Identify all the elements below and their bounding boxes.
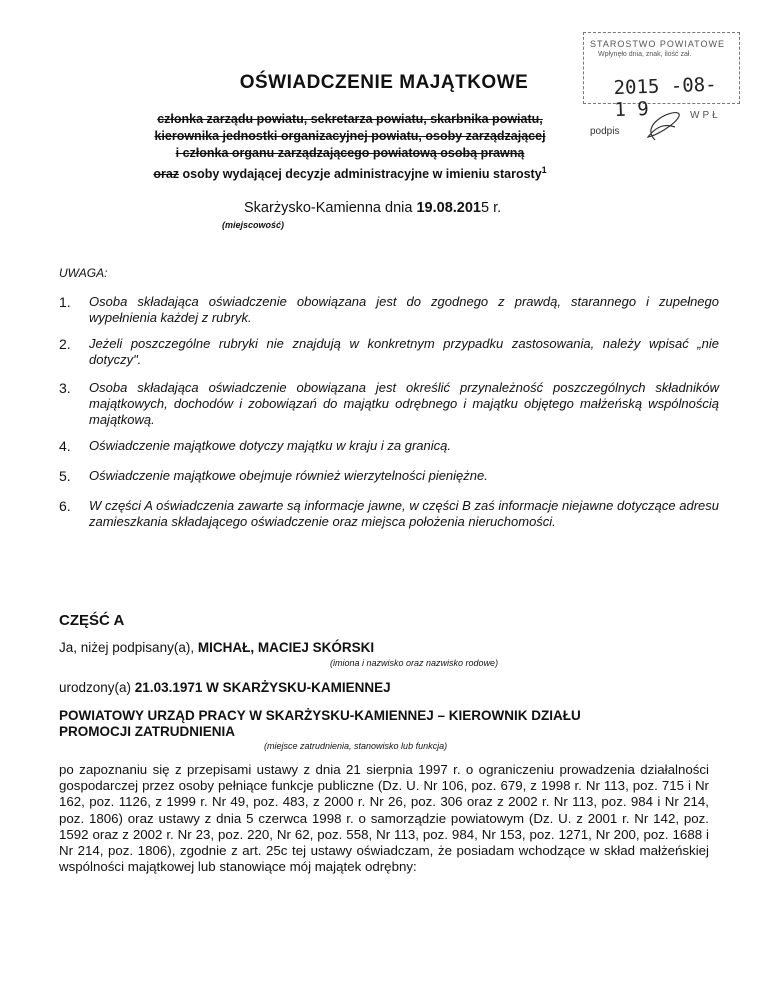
stamp-wp-mark: WPŁ [690, 110, 721, 121]
place-date: 19.08.201 [416, 200, 481, 216]
instruction-text: Jeżeli poszczególne rubryki nie znajdują w konkretnym przypadku zastosowania, należy wpisać „nie dotyczy". [89, 336, 719, 367]
declarant-name-caption: (imiona i nazwisko oraz nazwisko rodowe) [330, 658, 499, 668]
birth-details: 21.03.1971 W SKARŻYSKU-KAMIENNEJ [134, 680, 391, 695]
stamp-podpis-label: podpis [590, 126, 620, 137]
instruction-number: 3. [59, 380, 71, 396]
footnote-marker: 1 [541, 165, 547, 175]
employer-line-1: POWIATOWY URZĄD PRACY W SKARŻYSKU-KAMIENNEJ – KIEROWNIK DZIAŁU [59, 708, 581, 723]
document-title: OŚWIADCZENIE MAJĄTKOWE [239, 72, 529, 93]
subtitle-struck-oraz: oraz [153, 167, 180, 182]
place-dnia: dnia [381, 200, 417, 216]
stamp-office-name: STAROSTWO POWIATOWE [590, 39, 725, 49]
instruction-text: Osoba składająca oświadczenie obowiązana jest do zgodnego z prawdą, starannego i zupełnego wypełnienia każdej z rubryk. [89, 294, 719, 325]
declaration-paragraph: po zapoznaniu się z przepisami ustawy z dnia 21 sierpnia 1997 r. o ograniczeniu prowadzenia działalności gospodarczej przez osoby pełniące funkcje publiczne (Dz. U. Nr 106, poz. 679, z 1998 r. Nr 113, poz. 715 i Nr 162, poz. 1126, z 1999 r. Nr 49, poz. 483, z 2000 r. Nr 26, poz. 306 oraz z 2002 r. Nr 113, poz. 984 i Nr 214, poz. 1806) oraz ustawy z dnia 5 czerwca 1998 r. o samorządzie powiatowym (Dz. U. z 2001 r. Nr 142, poz. 1592 oraz z 2002 r. Nr 23, poz. 220, Nr 62, poz. 558, Nr 113, poz. 984, Nr 153, poz. 1271, Nr 200, poz. 1688 i Nr 214, poz. 1806), zgodnie z art. 25c tej ustawy oświadczam, że posiadam wchodzące w skład małżeńskiej wspólności majątkowej lub stanowiące mój majątek odrębny: [59, 762, 709, 875]
place-date-line [244, 200, 501, 216]
place-date-tail: 5 r. [481, 200, 502, 216]
subtitle-struck-line-3: i członka organu zarządzającego powiatową osobą prawną [175, 146, 525, 160]
instruction-number: 1. [59, 294, 71, 310]
part-a-heading: CZĘŚĆ A [59, 612, 125, 629]
instruction-number: 4. [59, 438, 71, 454]
instruction-number: 5. [59, 468, 71, 484]
place-city: Skarżysko-Kamienna [244, 200, 381, 216]
place-caption: (miejscowość) [222, 220, 285, 230]
instruction-number: 6. [59, 498, 71, 514]
subtitle-line-4-text: osoby wydającej decyzje administracyjne w imieniu starosty [179, 167, 542, 182]
stamp-date: 2015 -08- 1 9 [613, 73, 717, 122]
subtitle-block [90, 111, 610, 183]
subtitle-struck-line-2: kierownika jednostki organizacyjnej powiatu, osoby zarządzającej [154, 129, 546, 143]
uwaga-heading: UWAGA: [59, 266, 108, 280]
employer-line-2: PROMOCJI ZATRUDNIENIA [59, 724, 236, 739]
instruction-number: 2. [59, 336, 71, 352]
employer-caption: (miejsce zatrudnienia, stanowisko lub funkcja) [264, 741, 448, 751]
declarant-name: MICHAŁ, MACIEJ SKÓRSKI [197, 640, 375, 655]
birth-line [59, 680, 391, 695]
birth-prefix: urodzony(a) [59, 680, 135, 695]
instruction-text: W części A oświadczenia zawarte są informacje jawne, w części B zaś informacje niejawne dotyczące adresu zamieszkania składającego oświadczenie oraz miejsca położenia nieruchomości. [89, 498, 719, 529]
declarant-name-line [59, 640, 374, 655]
declarant-prefix: Ja, niżej podpisany(a), [59, 640, 198, 655]
stamp-received-label: Wpłynęło dnia, znak, ilość zał. [598, 51, 692, 58]
instruction-text: Oświadczenie majątkowe obejmuje również wierzytelności pieniężne. [89, 468, 488, 483]
instruction-text: Osoba składająca oświadczenie obowiązana jest określić przynależność poszczególnych składników majątkowych, dochodów i zobowiązań do majątku odrębnego i majątku objętego małżeńską wspólnością majątkową. [89, 380, 719, 427]
instruction-text: Oświadczenie majątkowe dotyczy majątku w kraju i za granicą. [89, 438, 451, 453]
subtitle-line-4 [90, 162, 610, 183]
subtitle-struck-line-1: członka zarządu powiatu, sekretarza powiatu, skarbnika powiatu, [157, 112, 543, 126]
